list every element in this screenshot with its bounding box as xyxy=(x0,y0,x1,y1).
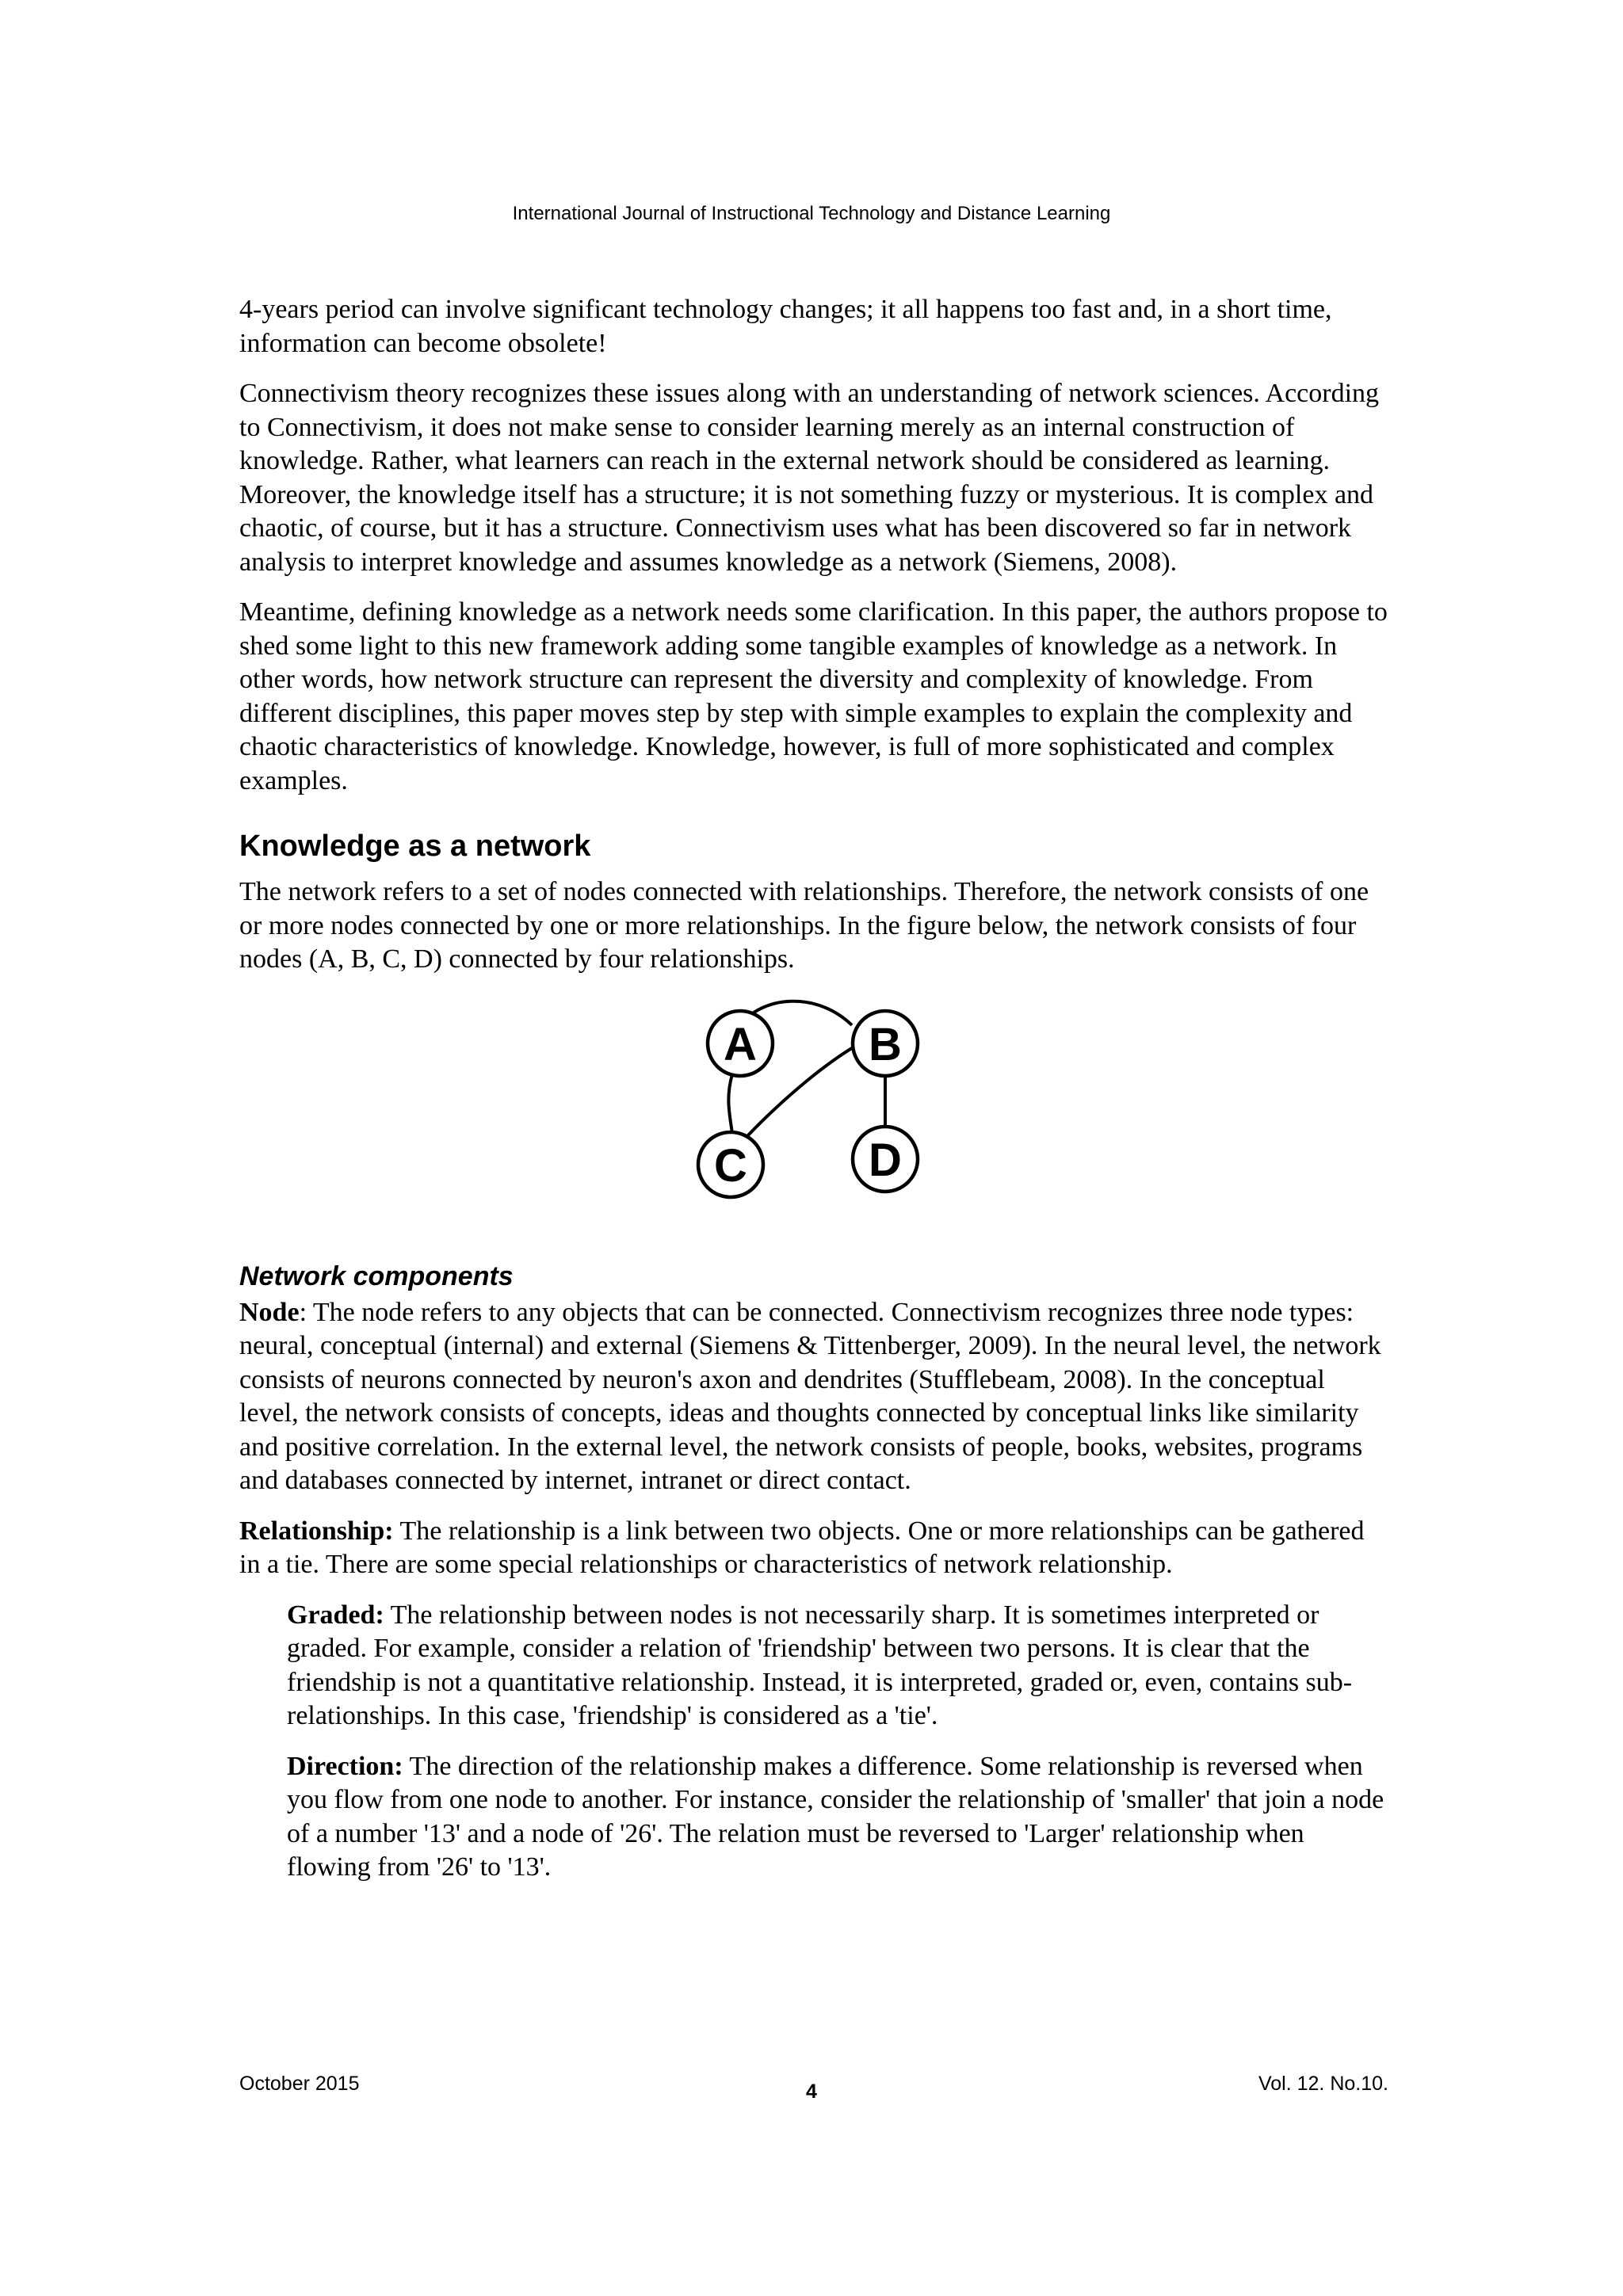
edge-a-c xyxy=(728,1074,732,1133)
footer-page-number: 4 xyxy=(806,2081,817,2103)
paragraph-4: The network refers to a set of nodes connected with relationships. Therefore, the network consists of one or more nodes connected by one or more relationships. In the figure below, the network consists of four nodes (A, B, C, D) connected by four relationships. xyxy=(239,877,1369,974)
relationship-term: Relationship: xyxy=(239,1516,394,1546)
graded-definition: The relationship between nodes is not necessarily sharp. It is sometimes interpreted or graded. For example, consider a relation of 'friendship' between two persons. It is clear that the friendship is not a quantitative relationship. Instead, it is interpreted, graded or, even, contains sub-relationships. In this case, 'friendship' is considered as a 'tie'. xyxy=(287,1600,1353,1730)
paragraph-2: Connectivism theory recognizes these issues along with an understanding of network sciences. According to Connectivism, it does not make sense to consider learning merely as an internal construction of knowledge. Rather, what learners can reach in the external network should be considered as learning. Moreover, the knowledge itself has a structure; it is not something fuzzy or mysterious. It is complex and chaotic, of course, but it has a structure. Connectivism uses what has been discovered so far in network analysis to interpret knowledge and assumes knowledge as a network (Siemens, 2008). xyxy=(239,379,1380,577)
relationship-paragraph xyxy=(239,1515,1388,1582)
node-c-label: C xyxy=(714,1139,747,1192)
network-figure xyxy=(239,994,1388,1231)
paragraph-3: Meantime, defining knowledge as a network needs some clarification. In this paper, the authors propose to shed some light to this new framework adding some tangible examples of knowledge as a network. In other words, how network structure can represent the diversity and complexity of knowledge. From different disciplines, this paper moves step by step with simple examples to explain the complexity and chaotic characteristics of knowledge. Knowledge, however, is full of more sophisticated and complex examples. xyxy=(239,597,1388,795)
footer-date: October 2015 xyxy=(239,2073,360,2095)
relationship-definition: The relationship is a link between two objects. One or more relationships can be gathered in a tie. There are some special relationships or characteristics of network relationship. xyxy=(239,1516,1365,1579)
node-paragraph xyxy=(239,1296,1388,1498)
subsection-heading: Network components xyxy=(239,1261,514,1291)
paragraph-1: 4-years period can involve significant technology changes; it all happens too fast and, in a short time, information can become obsolete! xyxy=(239,295,1332,358)
footer-volume: Vol. 12. No.10. xyxy=(1258,2073,1388,2095)
node-a-label: A xyxy=(724,1018,757,1070)
graded-paragraph xyxy=(287,1599,1388,1733)
network-diagram xyxy=(239,994,1388,1231)
journal-header: International Journal of Instructional Technology and Distance Learning xyxy=(512,203,1111,224)
direction-definition: The direction of the relationship makes a difference. Some relationship is reversed when you flow from one node to another. For instance, consider the relationship of 'smaller' that join a node of a number '13' and a node of '26'. The relation must be reversed to 'Larger' relationship when flowing from '26' to '13'. xyxy=(287,1751,1384,1882)
node-definition: : The node refers to any objects that can be connected. Connectivism recognizes three node types: neural, conceptual (internal) and external (Siemens & Tittenberger, 2009). In the neural level, the network consists of neurons connected by neuron's axon and dendrites (Stufflebeam, 2008). In the conceptual level, the network consists of concepts, ideas and thoughts connected by conceptual links like similarity and positive correlation. In the external level, the network consists of people, books, websites, programs and databases connected by internet, intranet or direct contact. xyxy=(239,1297,1381,1495)
node-b-label: B xyxy=(869,1018,902,1070)
section-heading: Knowledge as a network xyxy=(239,830,591,863)
node-d-label: D xyxy=(869,1134,902,1186)
direction-term: Direction: xyxy=(287,1751,403,1781)
direction-paragraph xyxy=(287,1750,1388,1885)
page-content xyxy=(239,293,1388,1901)
graded-term: Graded: xyxy=(287,1600,384,1630)
node-term: Node xyxy=(239,1297,300,1327)
